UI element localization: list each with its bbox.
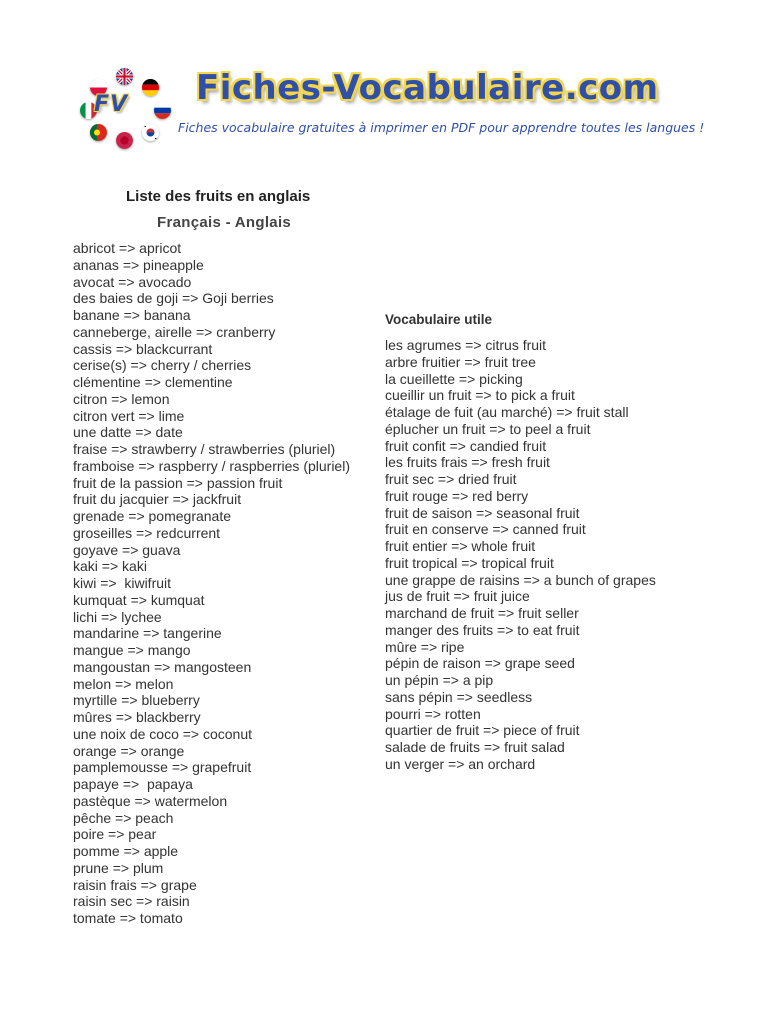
list-item: framboise => raspberry / raspberries (pluriel): [73, 457, 350, 474]
list-item: fruit rouge => red berry: [385, 487, 529, 504]
list-item: myrtille => blueberry: [73, 692, 200, 709]
list-item: kumquat => kumquat: [73, 591, 205, 608]
fv-badge: FV: [94, 92, 129, 117]
japan-flag-icon: [116, 132, 133, 149]
list-item: fruit de saison => seasonal fruit: [385, 504, 580, 521]
list-item: la cueillette => picking: [385, 370, 523, 387]
list-item: avocat => avocado: [73, 273, 192, 290]
list-item: goyave => guava: [73, 541, 181, 558]
list-item: fruit sec => dried fruit: [385, 471, 517, 487]
list-item: fruit de la passion => passion fruit: [73, 474, 283, 491]
list-item: sans pépin => seedless: [385, 688, 533, 705]
list-item: grenade => pomegranate: [73, 508, 232, 524]
site-header: [76, 62, 705, 154]
list-item: ananas => pineapple: [73, 256, 204, 273]
list-item: arbre fruitier => fruit tree: [385, 353, 536, 370]
list-item: pomme => apple: [73, 843, 179, 859]
list-item: des baies de goji => Goji berries: [73, 290, 274, 307]
list-item: éplucher un fruit => to peel a fruit: [385, 420, 591, 437]
list-item: citron vert => lime: [73, 407, 185, 424]
portugal-flag-icon: [90, 124, 107, 141]
list-item: quartier de fruit => piece of fruit: [385, 722, 580, 739]
site-tagline: Fiches vocabulaire gratuites à imprimer en PDF pour apprendre toutes les langues !: [178, 120, 705, 135]
list-item: kaki => kaki: [73, 558, 147, 575]
list-item: pastèque => watermelon: [73, 792, 228, 809]
flags-logo: [76, 62, 176, 152]
list-item: mûre => ripe: [385, 638, 465, 655]
list-item: mangoustan => mangosteen: [73, 658, 252, 675]
list-item: clémentine => clementine: [73, 374, 233, 390]
list-item: fruit du jacquier => jackfruit: [73, 491, 242, 508]
list-item: mandarine => tangerine: [73, 625, 222, 642]
list-item: mûres => blackberry: [73, 709, 201, 725]
list-item: fraise => strawberry / strawberries (pluriel): [73, 441, 336, 457]
list-item: salade de fruits => fruit salad: [385, 739, 565, 755]
list-item: les agrumes => citrus fruit: [385, 337, 547, 353]
list-item: pamplemousse => grapefruit: [73, 759, 252, 776]
vocab-list: [385, 337, 656, 773]
list-item: manger des fruits => to eat fruit: [385, 621, 580, 638]
list-item: pépin de raison => grape seed: [385, 655, 575, 672]
vocab-heading: Vocabulaire utile: [385, 312, 493, 327]
uk-flag-icon: [116, 68, 133, 85]
list-item: abricot => apricot: [73, 240, 182, 256]
korea-flag-icon: [142, 124, 159, 141]
list-item: un pépin => a pip: [385, 672, 494, 688]
document-title: Liste des fruits en anglais: [126, 188, 311, 205]
list-item: mangue => mango: [73, 642, 191, 658]
list-item: fruit tropical => tropical fruit: [385, 554, 554, 571]
list-item: poire => pear: [73, 826, 157, 843]
list-item: une noix de coco => coconut: [73, 725, 253, 742]
list-item: tomate => tomato: [73, 910, 183, 926]
list-item: fruit confit => candied fruit: [385, 437, 547, 454]
list-item: cerise(s) => cherry / cherries: [73, 357, 252, 374]
list-item: citron => lemon: [73, 390, 170, 407]
list-item: les fruits frais => fresh fruit: [385, 454, 550, 471]
list-item: pêche => peach: [73, 809, 174, 826]
site-title: Fiches-Vocabulaire.com: [196, 68, 659, 108]
list-item: melon => melon: [73, 675, 174, 692]
list-item: fruit en conserve => canned fruit: [385, 521, 586, 538]
document-subtitle: Français - Anglais: [157, 214, 292, 231]
list-item: marchand de fruit => fruit seller: [385, 605, 579, 621]
list-item: fruit entier => whole fruit: [385, 538, 536, 554]
list-item: banane => banana: [73, 307, 191, 323]
list-item: canneberge, airelle => cranberry: [73, 323, 276, 340]
list-item: cueillir un fruit => to pick a fruit: [385, 387, 575, 404]
list-item: groseilles => redcurrent: [73, 524, 221, 541]
list-item: orange => orange: [73, 742, 185, 759]
list-item: papaye => papaya: [73, 776, 193, 792]
list-item: prune => plum: [73, 859, 164, 876]
list-item: une grappe de raisins => a bunch of grapes: [385, 571, 656, 588]
list-item: raisin sec => raisin: [73, 893, 190, 910]
fruit-list: [73, 240, 350, 927]
russia-flag-icon: [154, 102, 171, 119]
list-item: étalage de fuit (au marché) => fruit stall: [385, 404, 629, 420]
list-item: pourri => rotten: [385, 705, 481, 722]
list-item: kiwi => kiwifruit: [73, 575, 172, 591]
list-item: une datte => date: [73, 424, 183, 441]
list-item: un verger => an orchard: [385, 755, 536, 772]
list-item: cassis => blackcurrant: [73, 340, 213, 357]
list-item: raisin frais => grape: [73, 876, 197, 893]
list-item: jus de fruit => fruit juice: [385, 588, 530, 605]
list-item: lichi => lychee: [73, 608, 162, 625]
